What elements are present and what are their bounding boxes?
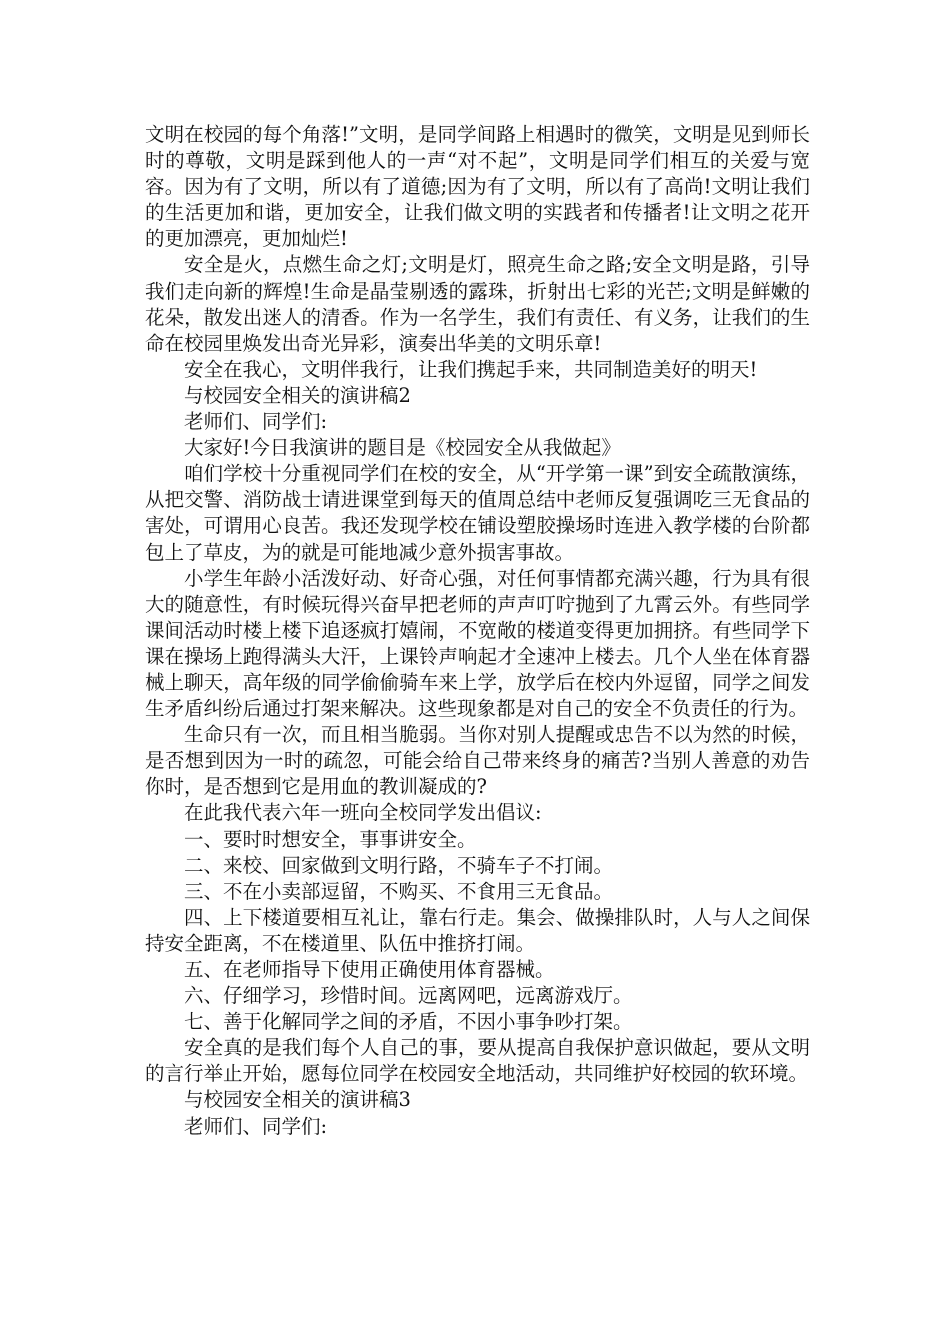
paragraph-2: 安全是火，点燃生命之灯;文明是灯，照亮生命之路;安全文明是路，引导我们走向新的辉煌!生命是晶莹剔透的露珠，折射出七彩的光芒;文明是鲜嫩的花朵，散发出迷人的清香。作为一名学生，我们有责任、有义务，让我们的生命在校园里焕发出奇光异彩，演奏出华美的文明乐章! [145,253,810,355]
paragraph-8: 小学生年龄小活泼好动、好奇心强，对任何事情都充满兴趣，行为具有很大的随意性，有时候玩得兴奋早把老师的声声叮咛抛到了九霄云外。有些同学课间活动时楼上楼下追逐疯打嬉闹，不宽敞的楼道变得更加拥挤。有些同学下课在操场上跑得满头大汗，上课铃声响起才全速冲上楼去。几个人坐在体育器械上聊天，高年级的同学偷偷骑车来上学，放学后在校内外逗留，同学之间发生矛盾纠纷后通过打架来解决。这些现象都是对自己的安全不负责任的行为。 [145,566,810,721]
salutation-2: 老师们、同学们: [184,1114,328,1138]
proposal-item-2: 二、来校、回家做到文明行路，不骑车子不打闹。 [184,853,614,877]
paragraph-3: 安全在我心，文明伴我行，让我们携起手来，共同制造美好的明天! [184,357,758,381]
paragraph-9: 生命只有一次，而且相当脆弱。当你对别人提醒或忠告不以为然的时候，是否想到因为一时的疏忽，可能会给自己带来终身的痛苦?当别人善意的劝告你时，是否想到它是用血的教训凝成的? [145,723,810,799]
proposal-item-7: 七、善于化解同学之间的矛盾，不因小事争吵打架。 [184,1010,633,1034]
speech-2-heading: 与校园安全相关的演讲稿2 [184,383,411,407]
proposal-item-6: 六、仔细学习，珍惜时间。远离网吧，远离游戏厅。 [184,984,633,1008]
paragraph-7: 咱们学校十分重视同学们在校的安全，从“开学第一课”到安全疏散演练，从把交警、消防战士请进课堂到每天的值周总结中老师反复强调吃三无食品的害处，可谓用心良苦。我还发现学校在铺设塑胶操场时连进入教学楼的台阶都包上了草皮，为的就是可能地减少意外损害事故。 [145,462,810,564]
paragraph-1: 文明在校园的每个角落!”文明，是同学间路上相遇时的微笑，文明是见到师长时的尊敬，文明是踩到他人的一声“对不起”，文明是同学们相互的关爱与宽容。因为有了文明，所以有了道德;因为有了文明，所以有了高尚!文明让我们的生活更加和谐，更加安全，让我们做文明的实践者和传播者!让文明之花开的更加漂亮，更加灿烂! [145,123,810,251]
greeting: 大家好!今日我演讲的题目是《校园安全从我做起》 [184,436,621,460]
proposal-item-4: 四、上下楼道要相互礼让，靠右行走。集会、做操排队时，人与人之间保持安全距离，不在楼道里、队伍中推挤打闹。 [145,905,810,955]
closing-paragraph: 安全真的是我们每个人自己的事，要从提高自我保护意识做起，要从文明的言行举止开始，愿每位同学在校园安全地活动，共同维护好校园的软环境。 [145,1036,810,1086]
proposal-item-5: 五、在老师指导下使用正确使用体育器械。 [184,958,555,981]
proposal-intro: 在此我代表六年一班向全校同学发出倡议: [184,801,542,825]
proposal-item-3: 三、不在小卖部逗留，不购买、不食用三无食品。 [184,879,614,903]
proposal-item-1: 一、要时时想安全，事事讲安全。 [184,827,477,851]
speech-3-heading: 与校园安全相关的演讲稿3 [184,1088,411,1112]
document-body [145,122,810,1140]
salutation: 老师们、同学们: [184,410,328,434]
